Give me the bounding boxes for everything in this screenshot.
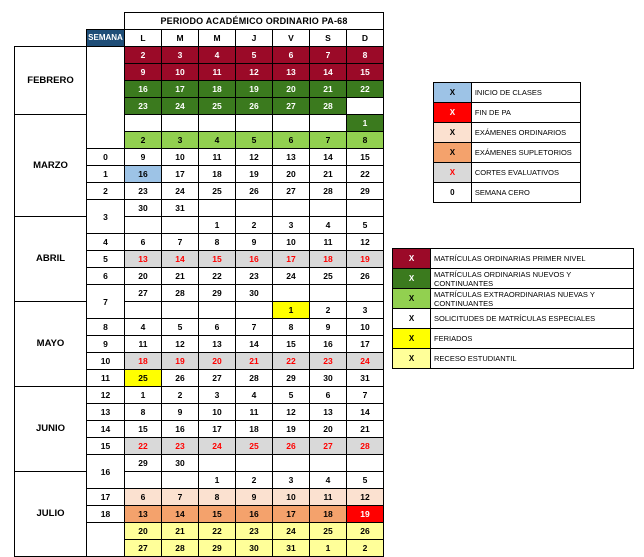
day-cell: 28 <box>162 540 199 557</box>
day-cell: 12 <box>347 234 384 251</box>
legend-enrollment <box>392 248 634 369</box>
day-cell: 7 <box>347 387 384 404</box>
legend-label: SEMANA CERO <box>471 183 580 203</box>
day-cell: 26 <box>236 98 273 115</box>
legend-row <box>434 83 581 103</box>
week-number: 3 <box>87 200 125 234</box>
day-cell: 19 <box>162 353 199 370</box>
day-cell: 2 <box>125 47 162 64</box>
day-cell: 7 <box>236 319 273 336</box>
day-cell: 23 <box>236 268 273 285</box>
day-cell: 14 <box>310 64 347 81</box>
legend-row <box>434 143 581 163</box>
day-cell: 1 <box>310 540 347 557</box>
legend-label: EXÁMENES ORDINARIOS <box>471 123 580 143</box>
day-cell: 14 <box>162 251 199 268</box>
day-cell: 21 <box>347 421 384 438</box>
legend-swatch: X <box>393 349 431 369</box>
day-cell: 2 <box>310 302 347 319</box>
day-cell: 20 <box>125 268 162 285</box>
day-cell: 17 <box>199 421 236 438</box>
legend-label: MATRÍCULAS ORDINARIAS NUEVOS Y CONTINUANTES <box>430 269 633 289</box>
day-cell: 9 <box>162 404 199 421</box>
day-cell: 10 <box>347 319 384 336</box>
day-cell <box>125 472 162 489</box>
day-cell: 16 <box>162 421 199 438</box>
day-cell <box>236 200 273 217</box>
day-cell <box>310 200 347 217</box>
day-cell: 8 <box>199 234 236 251</box>
day-cell: 24 <box>199 438 236 455</box>
day-cell: 1 <box>273 302 310 319</box>
day-cell: 16 <box>310 336 347 353</box>
day-cell: 14 <box>310 149 347 166</box>
week-row <box>15 217 384 234</box>
legend-label: INICIO DE CLASES <box>471 83 580 103</box>
day-cell: 1 <box>199 217 236 234</box>
day-cell: 17 <box>273 506 310 523</box>
legend-swatch: 0 <box>434 183 472 203</box>
day-cell: 25 <box>236 438 273 455</box>
day-cell: 10 <box>162 149 199 166</box>
day-cell: 5 <box>162 319 199 336</box>
day-cell: 8 <box>273 319 310 336</box>
legend-swatch: X <box>434 123 472 143</box>
day-cell: 21 <box>310 166 347 183</box>
day-cell: 30 <box>125 200 162 217</box>
month-label: MARZO <box>15 115 87 217</box>
day-cell: 26 <box>273 438 310 455</box>
day-cell: 30 <box>236 285 273 302</box>
day-cell: 31 <box>273 540 310 557</box>
legend-swatch: X <box>393 249 431 269</box>
day-cell: 23 <box>125 183 162 200</box>
day-cell: 29 <box>199 540 236 557</box>
day-cell: 14 <box>236 336 273 353</box>
legend-row <box>434 183 581 203</box>
day-cell: 14 <box>347 404 384 421</box>
day-cell: 11 <box>125 336 162 353</box>
day-cell: 3 <box>273 217 310 234</box>
day-cell: 21 <box>236 353 273 370</box>
day-cell: 11 <box>199 149 236 166</box>
legend-swatch: X <box>393 329 431 349</box>
day-cell: 1 <box>347 115 384 132</box>
week-number: 18 <box>87 506 125 523</box>
day-cell: 27 <box>125 285 162 302</box>
day-cell: 1 <box>199 472 236 489</box>
day-cell: 7 <box>310 132 347 149</box>
legend-row <box>434 103 581 123</box>
day-header: D <box>347 30 384 47</box>
day-cell <box>125 217 162 234</box>
day-cell: 29 <box>199 285 236 302</box>
day-cell: 19 <box>347 251 384 268</box>
day-cell: 3 <box>199 387 236 404</box>
day-cell <box>162 217 199 234</box>
day-cell <box>310 285 347 302</box>
day-cell <box>273 455 310 472</box>
month-label: MAYO <box>15 302 87 387</box>
legend-swatch: X <box>393 289 431 309</box>
day-cell: 1 <box>125 387 162 404</box>
day-cell: 12 <box>273 404 310 421</box>
day-cell: 9 <box>310 319 347 336</box>
legend-label: CORTES EVALUATIVOS <box>471 163 580 183</box>
day-cell: 20 <box>125 523 162 540</box>
day-cell: 25 <box>199 98 236 115</box>
week-number <box>87 47 125 149</box>
day-cell: 30 <box>310 370 347 387</box>
legend-label: SOLICITUDES DE MATRÍCULAS ESPECIALES <box>430 309 633 329</box>
day-cell: 5 <box>273 387 310 404</box>
day-cell: 8 <box>347 132 384 149</box>
day-cell: 6 <box>125 234 162 251</box>
day-cell: 31 <box>347 370 384 387</box>
day-cell: 28 <box>310 183 347 200</box>
legend-label: MATRÍCULAS EXTRAORDINARIAS NUEVAS Y CONTINUANTES <box>430 289 633 309</box>
day-cell: 28 <box>310 98 347 115</box>
day-cell: 3 <box>273 472 310 489</box>
day-cell: 20 <box>310 421 347 438</box>
day-cell: 2 <box>347 540 384 557</box>
day-cell: 13 <box>125 251 162 268</box>
day-cell: 20 <box>273 81 310 98</box>
day-cell: 16 <box>236 506 273 523</box>
day-cell: 11 <box>236 404 273 421</box>
day-cell: 15 <box>347 64 384 81</box>
day-cell: 25 <box>310 523 347 540</box>
day-cell: 17 <box>347 336 384 353</box>
day-cell: 18 <box>236 421 273 438</box>
week-number: 7 <box>87 285 125 319</box>
day-cell <box>236 115 273 132</box>
day-header: L <box>125 30 162 47</box>
day-cell <box>162 472 199 489</box>
day-cell: 27 <box>273 183 310 200</box>
day-cell: 26 <box>236 183 273 200</box>
day-cell: 23 <box>236 523 273 540</box>
day-cell: 27 <box>125 540 162 557</box>
day-cell: 24 <box>162 183 199 200</box>
day-cell <box>347 285 384 302</box>
day-cell <box>310 115 347 132</box>
day-cell: 2 <box>236 472 273 489</box>
day-cell: 16 <box>125 81 162 98</box>
day-cell: 3 <box>347 302 384 319</box>
day-cell: 18 <box>199 81 236 98</box>
day-cell: 19 <box>273 421 310 438</box>
day-header: V <box>273 30 310 47</box>
day-cell: 25 <box>310 268 347 285</box>
day-cell: 4 <box>125 319 162 336</box>
week-number: 13 <box>87 404 125 421</box>
day-cell: 4 <box>199 132 236 149</box>
day-cell: 6 <box>125 489 162 506</box>
day-cell: 21 <box>162 523 199 540</box>
day-cell: 30 <box>236 540 273 557</box>
legend-row <box>393 249 634 269</box>
day-cell: 22 <box>199 523 236 540</box>
legend-row <box>393 309 634 329</box>
day-cell: 4 <box>310 472 347 489</box>
day-cell <box>162 115 199 132</box>
legend-row <box>393 269 634 289</box>
day-cell <box>199 115 236 132</box>
day-cell: 6 <box>273 47 310 64</box>
day-cell: 22 <box>347 166 384 183</box>
week-number: 9 <box>87 336 125 353</box>
day-cell: 24 <box>162 98 199 115</box>
day-cell: 9 <box>125 149 162 166</box>
day-cell: 27 <box>199 370 236 387</box>
day-cell: 7 <box>310 47 347 64</box>
week-row <box>15 115 384 132</box>
day-cell: 5 <box>347 217 384 234</box>
semana-header: SEMANA <box>87 30 125 47</box>
day-cell: 23 <box>125 98 162 115</box>
legend-swatch: X <box>393 309 431 329</box>
week-number: 4 <box>87 234 125 251</box>
month-label: JUNIO <box>15 387 87 472</box>
day-cell: 26 <box>347 523 384 540</box>
legend-swatch: X <box>434 143 472 163</box>
day-header: J <box>236 30 273 47</box>
day-cell <box>236 455 273 472</box>
week-number: 0 <box>87 149 125 166</box>
legend-label: MATRÍCULAS ORDINARIAS PRIMER NIVEL <box>430 249 633 269</box>
legend-row <box>434 123 581 143</box>
day-cell: 13 <box>273 64 310 81</box>
day-cell: 29 <box>273 370 310 387</box>
day-cell: 30 <box>162 455 199 472</box>
legend-row <box>393 289 634 309</box>
day-cell <box>199 200 236 217</box>
day-cell: 2 <box>125 132 162 149</box>
day-cell: 19 <box>236 166 273 183</box>
month-label: JULIO <box>15 472 87 557</box>
week-number: 8 <box>87 319 125 336</box>
day-cell: 28 <box>347 438 384 455</box>
title-row <box>15 13 384 30</box>
day-cell: 7 <box>162 234 199 251</box>
day-cell: 21 <box>162 268 199 285</box>
day-cell: 19 <box>347 506 384 523</box>
day-cell: 5 <box>347 472 384 489</box>
day-cell: 12 <box>162 336 199 353</box>
legend-label: EXÁMENES SUPLETORIOS <box>471 143 580 163</box>
day-cell: 6 <box>199 319 236 336</box>
day-cell: 17 <box>273 251 310 268</box>
week-row <box>15 387 384 404</box>
week-row <box>15 472 384 489</box>
day-cell <box>125 115 162 132</box>
day-cell: 24 <box>273 523 310 540</box>
month-label: ABRIL <box>15 217 87 302</box>
day-cell: 18 <box>125 353 162 370</box>
week-row <box>15 47 384 64</box>
day-cell: 27 <box>310 438 347 455</box>
day-cell <box>347 200 384 217</box>
day-cell: 11 <box>199 64 236 81</box>
day-cell: 15 <box>199 251 236 268</box>
day-cell: 5 <box>236 47 273 64</box>
day-cell: 3 <box>162 132 199 149</box>
day-cell: 9 <box>236 489 273 506</box>
day-cell: 7 <box>162 489 199 506</box>
day-header: S <box>310 30 347 47</box>
week-row <box>15 302 384 319</box>
day-cell: 10 <box>273 489 310 506</box>
week-number: 1 <box>87 166 125 183</box>
day-cell: 13 <box>199 336 236 353</box>
day-cell: 15 <box>273 336 310 353</box>
day-cell: 23 <box>310 353 347 370</box>
day-cell <box>162 302 199 319</box>
day-cell: 16 <box>125 166 162 183</box>
day-cell: 13 <box>273 149 310 166</box>
day-cell: 15 <box>199 506 236 523</box>
day-cell: 21 <box>310 81 347 98</box>
legend-label: FERIADOS <box>430 329 633 349</box>
day-cell: 28 <box>236 370 273 387</box>
day-cell <box>273 115 310 132</box>
day-cell: 15 <box>347 149 384 166</box>
header-row <box>15 30 384 47</box>
day-cell: 25 <box>125 370 162 387</box>
day-cell: 9 <box>236 234 273 251</box>
day-cell: 3 <box>162 47 199 64</box>
day-cell: 22 <box>347 81 384 98</box>
day-cell: 12 <box>236 149 273 166</box>
day-cell: 10 <box>162 64 199 81</box>
week-number <box>87 523 125 557</box>
day-cell: 12 <box>347 489 384 506</box>
day-cell: 27 <box>273 98 310 115</box>
day-cell: 4 <box>199 47 236 64</box>
day-cell: 4 <box>236 387 273 404</box>
day-cell: 12 <box>236 64 273 81</box>
day-cell: 16 <box>236 251 273 268</box>
day-cell: 11 <box>310 234 347 251</box>
week-number: 2 <box>87 183 125 200</box>
day-cell: 22 <box>273 353 310 370</box>
legend-swatch: X <box>393 269 431 289</box>
legend-row <box>393 349 634 369</box>
legend-swatch: X <box>434 83 472 103</box>
legend-label: RECESO ESTUDIANTIL <box>430 349 633 369</box>
week-number: 5 <box>87 251 125 268</box>
day-cell: 5 <box>236 132 273 149</box>
day-cell: 2 <box>236 217 273 234</box>
week-number: 11 <box>87 370 125 387</box>
day-cell: 9 <box>125 64 162 81</box>
day-cell: 31 <box>162 200 199 217</box>
academic-calendar <box>14 12 384 557</box>
legend-row <box>434 163 581 183</box>
day-cell: 15 <box>125 421 162 438</box>
day-cell: 18 <box>310 251 347 268</box>
day-cell: 29 <box>347 183 384 200</box>
day-header: M <box>199 30 236 47</box>
day-cell: 4 <box>310 217 347 234</box>
legend-swatch: X <box>434 163 472 183</box>
day-cell: 6 <box>273 132 310 149</box>
day-cell <box>199 302 236 319</box>
day-cell: 29 <box>125 455 162 472</box>
day-cell: 28 <box>162 285 199 302</box>
week-number: 12 <box>87 387 125 404</box>
day-cell: 24 <box>273 268 310 285</box>
day-cell <box>236 302 273 319</box>
day-cell: 14 <box>162 506 199 523</box>
day-cell: 26 <box>162 370 199 387</box>
day-cell: 26 <box>347 268 384 285</box>
legend-row <box>393 329 634 349</box>
day-cell: 20 <box>199 353 236 370</box>
day-cell: 17 <box>162 81 199 98</box>
legend-events <box>433 82 581 203</box>
day-cell: 13 <box>310 404 347 421</box>
day-cell: 10 <box>273 234 310 251</box>
day-cell: 11 <box>310 489 347 506</box>
day-cell: 20 <box>273 166 310 183</box>
day-cell: 24 <box>347 353 384 370</box>
day-cell: 10 <box>199 404 236 421</box>
day-cell: 22 <box>125 438 162 455</box>
day-cell: 22 <box>199 268 236 285</box>
legend-label: FIN DE PA <box>471 103 580 123</box>
day-cell: 8 <box>199 489 236 506</box>
day-cell <box>273 285 310 302</box>
day-cell: 8 <box>125 404 162 421</box>
week-number: 10 <box>87 353 125 370</box>
week-number: 17 <box>87 489 125 506</box>
day-cell <box>273 200 310 217</box>
page-title: PERIODO ACADÉMICO ORDINARIO PA-68 <box>125 13 384 30</box>
day-cell: 17 <box>162 166 199 183</box>
day-cell <box>199 455 236 472</box>
day-cell: 18 <box>310 506 347 523</box>
week-number: 15 <box>87 438 125 455</box>
month-label: FEBRERO <box>15 47 87 115</box>
week-number: 16 <box>87 455 125 489</box>
day-cell: 2 <box>162 387 199 404</box>
day-cell: 8 <box>347 47 384 64</box>
day-cell: 23 <box>162 438 199 455</box>
day-cell: 13 <box>125 506 162 523</box>
day-cell <box>347 98 384 115</box>
day-cell: 25 <box>199 183 236 200</box>
day-cell <box>310 455 347 472</box>
day-cell: 6 <box>310 387 347 404</box>
day-cell: 19 <box>236 81 273 98</box>
day-cell <box>125 302 162 319</box>
week-number: 14 <box>87 421 125 438</box>
day-cell: 18 <box>199 166 236 183</box>
day-cell <box>347 455 384 472</box>
legend-swatch: X <box>434 103 472 123</box>
week-number: 6 <box>87 268 125 285</box>
day-header: M <box>162 30 199 47</box>
